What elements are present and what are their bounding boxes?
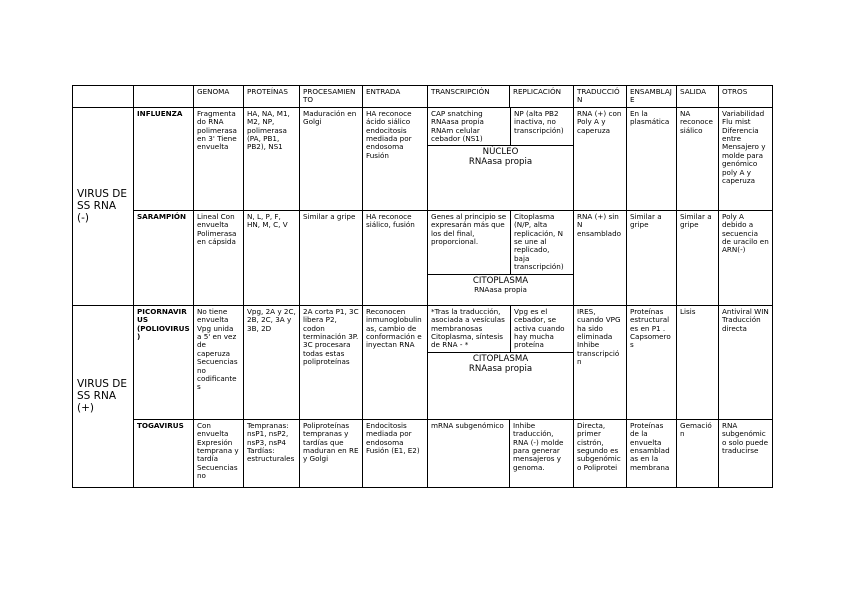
table-row-sarampion [73, 210, 773, 305]
virus-name-influenza: INFLUENZA [134, 107, 194, 210]
header-blank-2 [134, 86, 194, 108]
sarampion-otros: Poly A debido a secuencia de uracilo en ARN(-) [719, 210, 773, 305]
picornavirus-traduccion: IRES, cuando VPG ha sido eliminada Inhibe transcripción [574, 305, 627, 419]
sarampion-proteinas: N, L, P, F, HN, M, C, V [244, 210, 300, 305]
togavirus-traduccion: Directa, primer cistrón, segundo es subgenómico Poliprotei [574, 419, 627, 487]
sarampion-traduccion: RNA (+) sin N ensamblado [574, 210, 627, 305]
table-row-picornavirus [73, 305, 773, 419]
header-transcripcion: TRANSCRIPCIÓN [428, 86, 510, 108]
group-label-neg: VIRUS DE SS RNA (-) [73, 107, 134, 305]
togavirus-replicacion: Inhibe traducción, RNA (-) molde para generar mensajeros y genoma. [510, 419, 574, 487]
togavirus-salida: Gemación [677, 419, 719, 487]
virus-table [72, 85, 773, 488]
togavirus-transcripcion: mRNA subgenómico [428, 419, 510, 487]
sarampion-ensamblaje: Similar a gripe [627, 210, 677, 305]
influenza-tr-top [428, 108, 573, 147]
picornavirus-genoma: No tiene envuelta Vpg unida a 5' en vez de caperuza Secuencias no codificantes [194, 305, 244, 419]
picornavirus-ensamblaje: Proteínas estructurales en P1 . Capsomeros [627, 305, 677, 419]
picornavirus-proteinas: Vpg, 2A y 2C, 2B, 2C, 3A y 3B, 2D [244, 305, 300, 419]
header-otros: OTROS [719, 86, 773, 108]
header-entrada: ENTRADA [363, 86, 428, 108]
influenza-traduccion: RNA (+) con Poly A y caperuza [574, 107, 627, 210]
togavirus-entrada: Endocitosis mediada por endosoma Fusión (E1, E2) [363, 419, 428, 487]
picornavirus-location-label: CITOPLASMA [472, 353, 529, 364]
header-blank-1 [73, 86, 134, 108]
sarampion-location-label: CITOPLASMA [472, 275, 529, 286]
picornavirus-enzyme-label: RNAasa propia [468, 363, 533, 374]
influenza-entrada: HA reconoce ácido siálico endocitosis mediada por endosoma Fusión [363, 107, 428, 210]
picornavirus-procesamiento: 2A corta P1, 3C libera P2, codon terminación 3P. 3C procesara todas estas poliproteínas [300, 305, 363, 419]
sarampion-genoma: Lineal Con envuelta Polimerasa en cápsida [194, 210, 244, 305]
header-replicacion: REPLICACIÓN [510, 86, 574, 108]
influenza-genoma: Fragmentado RNA polimerasa en 3' Tiene envuelta [194, 107, 244, 210]
header-row [73, 86, 773, 108]
virus-name-togavirus: TOGAVIRUS [134, 419, 194, 487]
sarampion-tr-top [428, 211, 573, 275]
sarampion-procesamiento: Similar a gripe [300, 210, 363, 305]
table-row-togavirus [73, 419, 773, 487]
picornavirus-location [428, 353, 573, 375]
influenza-ensamblaje: En la plasmática [627, 107, 677, 210]
group-label-pos: VIRUS DE SS RNA (+) [73, 305, 134, 487]
sarampion-enzyme-label: RNAasa propia [474, 284, 527, 294]
togavirus-ensamblaje: Proteínas de la envuelta ensambladas en la membrana [627, 419, 677, 487]
influenza-replicacion: NP (alta PB2 inactiva, no transcripción) [514, 108, 564, 135]
header-procesamiento: PROCESAMIENTO [300, 86, 363, 108]
picornavirus-replicacion: Vpg es el cebador, se activa cuando hay mucha proteína [514, 306, 565, 350]
togavirus-procesamiento: Poliproteínas tempranas y tardías que maduran en RE y Golgi [300, 419, 363, 487]
influenza-procesamiento: Maduración en Golgi [300, 107, 363, 210]
sarampion-salida: Similar a gripe [677, 210, 719, 305]
picornavirus-salida: Lisis [677, 305, 719, 419]
picornavirus-transcripcion-replicacion [428, 305, 574, 419]
sarampion-replicacion: Citoplasma (N/P, alta replicación, N se une al replicado, baja transcripción) [514, 211, 564, 272]
virus-name-sarampion: SARAMPIÓN [134, 210, 194, 305]
header-genoma: GENOMA [194, 86, 244, 108]
header-proteinas: PROTEÍNAS [244, 86, 300, 108]
influenza-proteinas: HA, NA, M1, M2, NP, polimerasa (PA, PB1, PB2), NS1 [244, 107, 300, 210]
picornavirus-entrada: Reconocen inmunoglobulinas, cambio de conformación e inyectan RNA [363, 305, 428, 419]
table-row-influenza [73, 107, 773, 210]
sarampion-transcripcion: Genes al principio se expresarán más que los del final, proporcional. [428, 211, 511, 274]
influenza-transcripcion: CAP snatching RNAasa propia RNAm celular cebador (NS1) [428, 108, 511, 146]
sarampion-location [428, 275, 573, 295]
influenza-location-label: NÚCLEO [482, 147, 519, 158]
togavirus-genoma: Con envuelta Expresión temprana y tardía Secuencias no [194, 419, 244, 487]
influenza-otros: Variabilidad Flu mist Diferencia entre Mensajero y molde para genómico poly A y caperuza [719, 107, 773, 210]
virus-name-picornavirus: PICORNAVIRUS (POLIOVIRUS) [134, 305, 194, 419]
picornavirus-otros: Antiviral WIN Traducción directa [719, 305, 773, 419]
picornavirus-transcripcion: *Tras la traducción, asociada a vesículas membranosas Citoplasma, síntesis de RNA - * [428, 306, 511, 352]
influenza-enzyme-label: RNAasa propia [468, 157, 533, 168]
sarampion-entrada: HA reconoce siálico, fusión [363, 210, 428, 305]
influenza-location [428, 146, 573, 168]
togavirus-otros: RNA subgenómico solo puede traducirse [719, 419, 773, 487]
header-traduccion: TRADUCCIÓN [574, 86, 627, 108]
togavirus-proteinas: Tempranas: nsP1, nsP2, nsP3, nsP4 Tardías: estructurales [244, 419, 300, 487]
header-salida: SALIDA [677, 86, 719, 108]
influenza-transcripcion-replicacion [428, 107, 574, 210]
header-ensamblaje: ENSAMBLAJE [627, 86, 677, 108]
sarampion-transcripcion-replicacion [428, 210, 574, 305]
influenza-salida: NA reconoce siálico [677, 107, 719, 210]
picornavirus-tr-top [428, 306, 573, 353]
